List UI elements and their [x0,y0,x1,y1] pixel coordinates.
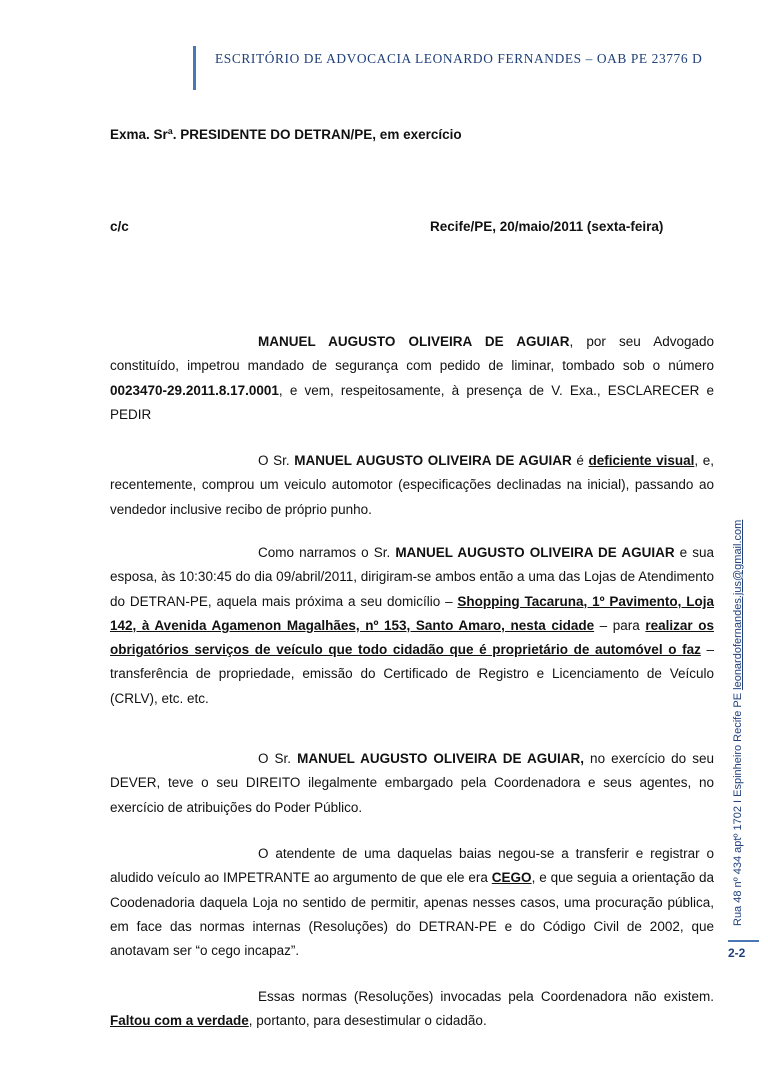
emphasis-deficiente-visual: deficiente visual [588,453,695,468]
client-name: MANUEL AUGUSTO OLIVEIRA DE AGUIAR [294,453,572,468]
p2-text-3: , e, recentemente, comprou um veiculo automotor (especificações declinadas na inicial), passando ao vendedor inclusive recibo de próprio punho. [110,453,715,517]
p6-text-2: , portanto, para desestimular o cidadão. [248,1013,487,1029]
paragraph-4 [110,747,714,820]
client-name: MANUEL AUGUSTO OLIVEIRA DE AGUIAR [258,334,570,349]
process-number: 0023470-29.2011.8.17.0001 [110,382,279,398]
paragraph-6 [110,985,714,1034]
sidebar-email-link[interactable]: leonardofernandes.jus@gmail.com [732,519,744,690]
cc-label: c/c [110,219,129,234]
p1-text-2: , e vem, respeitosamente, à presença de V. Exa., ESCLARECER e PEDIR [110,382,714,422]
paragraph-1 [110,330,714,427]
p3-text-4: – transferência de propriedade, emissão do Certificado de Registro e Licenciamento de Veículo (CRLV), etc. etc. [110,642,714,706]
p3-text-1: Como narramos o Sr. [258,545,396,560]
p5-text-1: O atendente de uma daquelas baias negou-se a transferir e registrar o aludido veículo ao IMPETRANTE ao argumento de que ele era [110,846,714,886]
addressee: Exma. Srª. PRESIDENTE DO DETRAN/PE, em exercício [110,127,462,142]
paragraph-5 [110,842,714,963]
sidebar-contact [732,441,744,926]
emphasis-services: realizar os obrigatórios serviços de veículo que todo cidadão que é proprietário de automóvel o faz [110,617,714,658]
p6-text-1: Essas normas (Resoluções) invocadas pela Coordenadora não existem. [258,989,714,1004]
p2-text-2: é [571,453,589,468]
header-divider [193,46,196,90]
emphasis-cego: CEGO [491,870,532,886]
p5-text-2: , e que seguia a orientação da Coodenadoria daquela Loja no sentido de permitir, apenas nesses casos, uma procuração pública, em face das normas internas (Resoluções) do DETRAN-PE e do Código Civil de 2002, que anotavam ser “o cego incapaz”. [110,870,714,959]
p3-text-2: e sua esposa, às 10:30:45 do dia 09/abril/2011, dirigiram-se ambos então a uma das Lojas de Atendimento do DETRAN-PE, aquela mais próxima a seu domicílio – [110,545,715,609]
page-number: 2-2 [728,946,746,960]
p1-text-1: , por seu Advogado constituído, impetrou mandado de segurança com pedido de liminar, tombado sob o número [110,334,715,374]
law-office-header: ESCRITÓRIO DE ADVOCACIA LEONARDO FERNANDES – OAB PE 23776 D [215,51,703,66]
client-name: MANUEL AUGUSTO OLIVEIRA DE AGUIAR [395,545,675,560]
p4-text-1: O Sr. [258,751,298,766]
sidebar-address: Rua 48 nº 434 aptº 1702 I Espinheiro Recife PE [732,689,744,926]
client-name: MANUEL AUGUSTO OLIVEIRA DE AGUIAR, [297,751,585,766]
paragraph-3 [110,541,714,711]
paragraph-2 [110,449,714,522]
emphasis-faltou: Faltou com a verdade [110,1013,249,1029]
p2-text-1: O Sr. [258,453,295,468]
page-number-rule [728,940,759,942]
p4-text-2: no exercício do seu DEVER, teve o seu DIREITO ilegalmente embargado pela Coordenadora e seus agentes, no exercício de atribuições do Poder Público. [110,751,714,815]
p3-text-3: – para [594,617,646,633]
dateline: Recife/PE, 20/maio/2011 (sexta-feira) [430,219,664,234]
location-address: Shopping Tacaruna, 1º Pavimento, Loja 142, à Avenida Agamenon Magalhães, nº 153, Santo Amaro, nesta cidade [110,593,714,633]
